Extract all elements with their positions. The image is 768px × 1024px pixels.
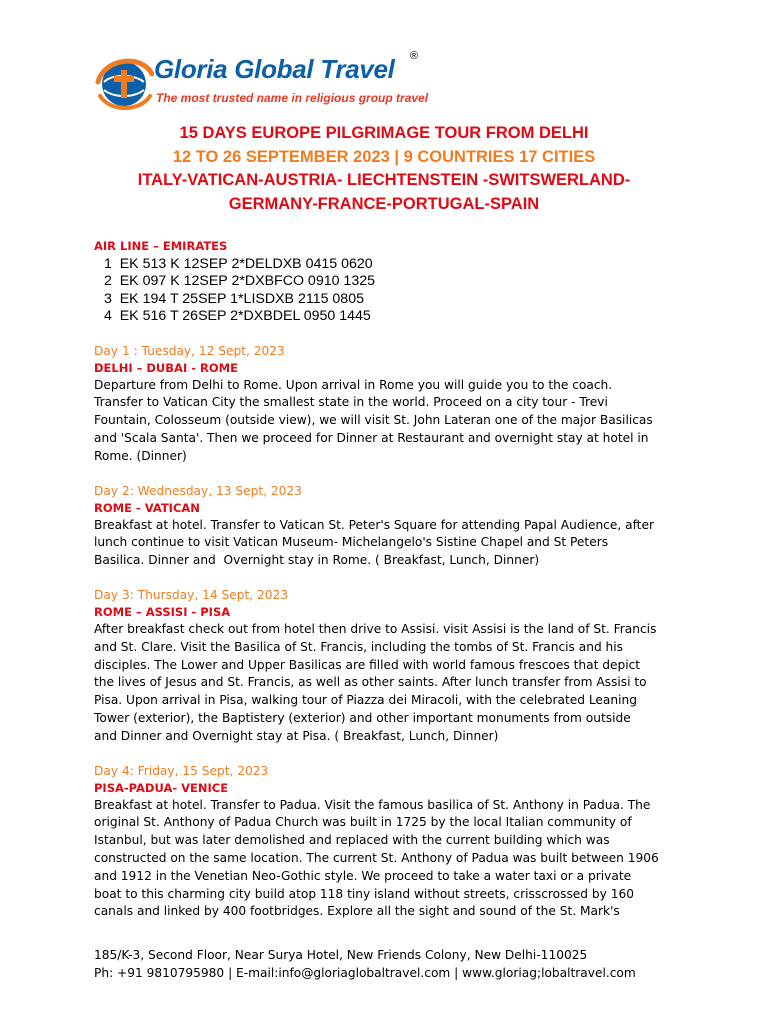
description-line: Istanbul, but was later demolished and replaced with the current building which was	[94, 833, 610, 848]
description-line: disciples. The Lower and Upper Basilicas are filled with world famous frescoes that depict	[94, 657, 641, 672]
description-line: Basilica. Dinner and Overnight stay in Rome. ( Breakfast, Lunch, Dinner)	[94, 553, 540, 568]
flight-row: 1 EK 513 K 12SEP 2*DELDXB 0415 0620	[100, 256, 373, 272]
description-line: canals and linked by 400 footbridges. Explore all the sight and sound of the St. Mark's	[94, 904, 620, 919]
description-line: and Dinner and Overnight stay at Pisa. ( Breakfast, Lunch, Dinner)	[94, 728, 499, 743]
airline-label: AIR LINE – EMIRATES	[94, 239, 228, 253]
day-section	[94, 587, 684, 746]
company-tagline: The most trusted name in religious group travel	[156, 91, 429, 105]
page-footer	[94, 946, 694, 982]
description-line: Rome. (Dinner)	[94, 448, 187, 463]
globe-cross-icon	[94, 52, 154, 112]
description-line: After breakfast check out from hotel then drive to Assisi. visit Assisi is the land of St. Francis	[94, 622, 657, 636]
day-heading: Day 3: Thursday, 14 Sept, 2023	[94, 588, 288, 602]
flight-row: 3 EK 194 T 25SEP 1*LISDXB 2115 0805	[100, 290, 364, 307]
registered-mark: ®	[410, 50, 419, 62]
description-line: and 'Scala Santa'. Then we proceed for Dinner at Restaurant and overnight stay at hotel in	[94, 431, 649, 446]
day-section	[94, 343, 684, 466]
description-line: and St. Clare. Visit the Basilica of St. Francis, including the tombs of St. Francis and his	[94, 639, 624, 654]
company-logo	[94, 48, 439, 114]
day-heading: Day 4: Friday, 15 Sept, 2023	[94, 763, 269, 778]
day-description	[94, 517, 684, 570]
description-line: Breakfast at hotel. Transfer to Padua. Visit the famous basilica of St. Anthony in Padua. The	[94, 797, 651, 812]
tour-title: 15 DAYS EUROPE PILGRIMAGE TOUR FROM DELHI	[179, 124, 589, 142]
day-route: ROME – ASSISI - PISA	[94, 605, 231, 619]
company-name: Gloria Global Travel	[154, 54, 395, 84]
footer-address: 185/K-3, Second Floor, Near Surya Hotel, New Friends Colony, New Delhi-110025	[94, 948, 588, 962]
day-route: ROME - VATICAN	[94, 500, 200, 515]
tour-countries-line1: ITALY-VATICAN-AUSTRIA- LIECHTENSTEIN -SWITSWERLAND-	[137, 171, 631, 189]
description-line: Breakfast at hotel. Transfer to Vatican St. Peter's Square for attending Papal Audience, after	[94, 517, 654, 532]
description-line: and 1912 in the Venetian Neo-Gothic style. We proceed to take a water taxi or a private	[94, 868, 632, 883]
description-line: Departure from Delhi to Rome. Upon arrival in Rome you will guide you to the coach.	[94, 377, 613, 392]
tour-title-block	[0, 122, 768, 216]
day-route: PISA-PADUA- VENICE	[94, 780, 229, 795]
description-line: lunch continue to visit Vatican Museum- Michelangelo's Sistine Chapel and St Peters	[94, 535, 609, 550]
day-route: DELHI – DUBAI - ROME	[94, 360, 238, 375]
day-section	[94, 763, 684, 922]
itinerary	[94, 238, 684, 921]
flight-list	[94, 256, 684, 326]
description-line: original St. Anthony of Padua Church was built in 1725 by the local Italian community of	[94, 815, 632, 830]
description-line: boat to this charming city build atop 118 tiny island without streets, crisscrossed by 160	[94, 886, 634, 901]
description-line: Fountain, Colosseum (outside view), we will visit St. John Lateran one of the major Basilicas	[94, 413, 653, 428]
day-heading: Day 1 : Tuesday, 12 Sept, 2023	[94, 343, 285, 358]
flight-row: 2 EK 097 K 12SEP 2*DXBFCO 0910 1325	[100, 273, 375, 290]
day-section	[94, 483, 684, 570]
day-heading: Day 2: Wednesday, 13 Sept, 2023	[94, 483, 302, 498]
day-description	[94, 377, 684, 466]
description-line: Pisa. Upon arrival in Pisa, walking tour of Piazza dei Miracoli, with the celebrated Leaning	[94, 693, 637, 708]
tour-countries-line2: GERMANY-FRANCE-PORTUGAL-SPAIN	[228, 194, 540, 213]
day-description	[94, 621, 684, 746]
description-line: constructed on the same location. The current St. Anthony of Padua was built between 1906	[94, 850, 659, 865]
footer-contact: Ph: +91 9810795980 | E-mail:info@gloriaglobaltravel.com | www.gloriag;lobaltravel.com	[94, 966, 636, 980]
description-line: Transfer to Vatican City the smallest state in the world. Proceed on a city tour - Trevi	[94, 395, 608, 410]
tour-dates: 12 TO 26 SEPTEMBER 2023 | 9 COUNTRIES 17 CITIES	[172, 147, 596, 166]
description-line: the lives of Jesus and St. Francis, as well as other saints. After lunch transfer from Assisi to	[94, 675, 647, 690]
flight-row: 4 EK 516 T 26SEP 2*DXBDEL 0950 1445	[100, 308, 371, 325]
description-line: Tower (exterior), the Baptistery (exterior) and other important monuments from outside	[94, 710, 631, 725]
day-description	[94, 797, 684, 922]
